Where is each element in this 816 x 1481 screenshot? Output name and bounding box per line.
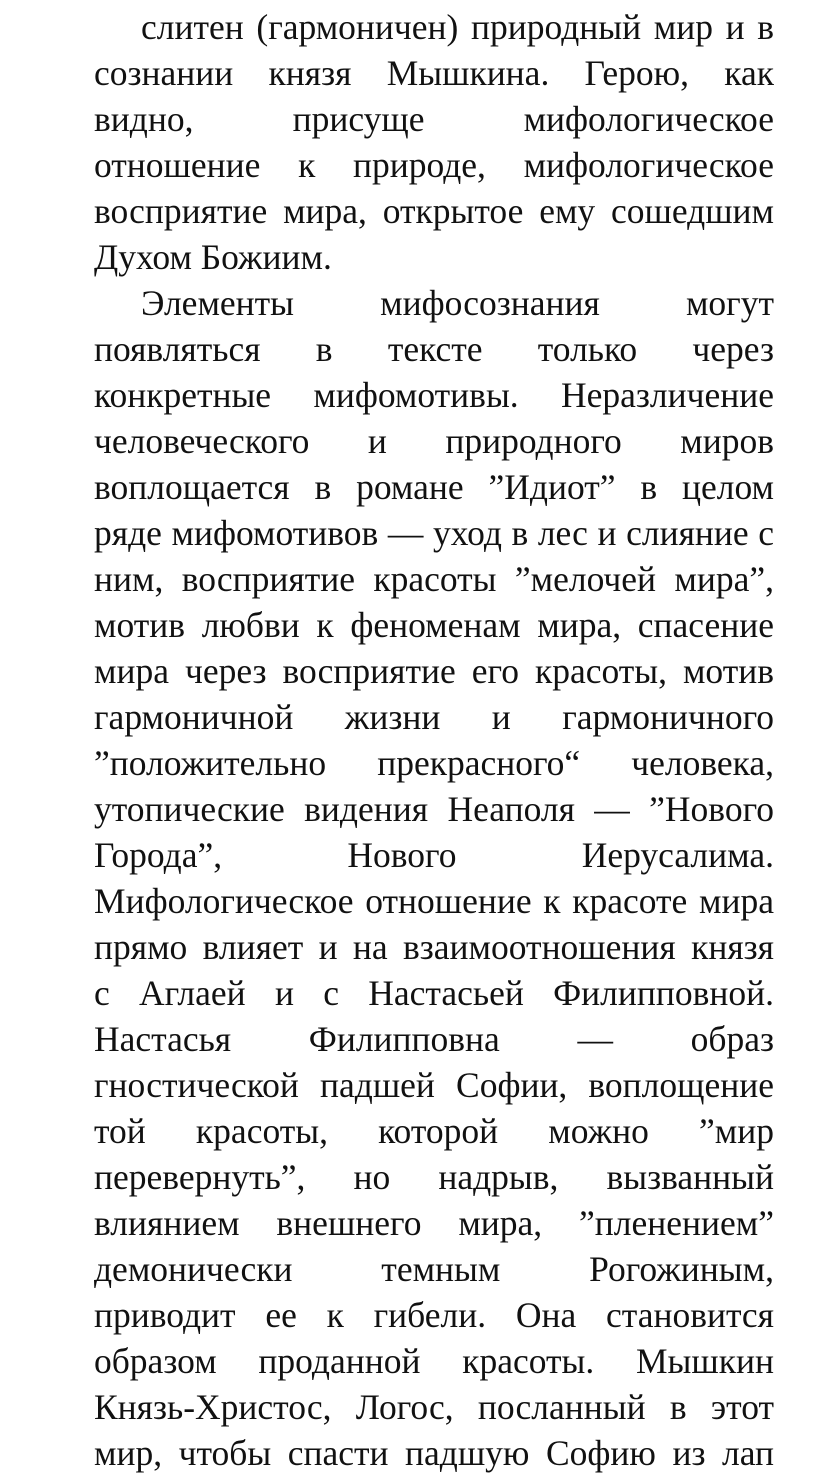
text-line: утопические видения Неаполя — ”Нового: [94, 789, 774, 829]
text-line: человеческого и природного миров: [94, 421, 774, 461]
text-line: Настасья Филипповна — образ: [94, 1019, 774, 1059]
text-line: ряде мифомотивов — уход в лес и слияние с: [94, 513, 774, 553]
text-line: с Аглаей и с Настасьей Филипповной.: [94, 973, 774, 1013]
text-line: сознании князя Мышкина. Герою, как: [94, 53, 774, 93]
paragraph-1: [47, 4, 774, 280]
text-line: конкретные мифомотивы. Неразличение: [94, 375, 774, 415]
text-line: появляться в тексте только через: [94, 329, 774, 369]
text-line: демонически темным Рогожиным,: [94, 1249, 774, 1289]
text-line: образом проданной красоты. Мышкин: [94, 1341, 774, 1381]
text-line: мира через восприятие его красоты, мотив: [94, 651, 774, 691]
document-page: [47, 4, 774, 1476]
text-line: слитен (гармоничен) природный мир и в: [141, 7, 774, 47]
text-line: Духом Божиим.: [94, 237, 332, 277]
text-line: видно, присуще мифологическое: [94, 99, 774, 139]
text-line: гармоничной жизни и гармоничного: [94, 697, 774, 737]
text-line: мотив любви к феноменам мира, спасение: [94, 605, 774, 645]
text-line: восприятие мира, открытое ему сошедшим: [94, 191, 774, 231]
text-line: прямо влияет и на взаимоотношения князя: [94, 927, 774, 967]
text-line: мир, чтобы спасти падшую Софию из лап: [94, 1433, 774, 1473]
text-line: Мифологическое отношение к красоте мира: [94, 881, 774, 921]
text-line: приводит ее к гибели. Она становится: [94, 1295, 774, 1335]
text-line: Города”, Нового Иерусалима.: [94, 835, 774, 875]
text-line: той красоты, которой можно ”мир: [94, 1111, 774, 1151]
text-line: влиянием внешнего мира, ”пленением”: [94, 1203, 774, 1243]
paragraph-2: [47, 280, 774, 1476]
text-line: гностической падшей Софии, воплощение: [94, 1065, 774, 1105]
text-line: отношение к природе, мифологическое: [94, 145, 774, 185]
text-line: ”положительно прекрасного“ человека,: [94, 743, 774, 783]
text-line: ним, восприятие красоты ”мелочей мира”,: [94, 559, 774, 599]
text-line: перевернуть”, но надрыв, вызванный: [94, 1157, 774, 1197]
text-line: воплощается в романе ”Идиот” в целом: [94, 467, 774, 507]
text-line: Князь-Христос, Логос, посланный в этот: [94, 1387, 774, 1427]
text-line: Элементы мифосознания могут: [141, 283, 774, 323]
